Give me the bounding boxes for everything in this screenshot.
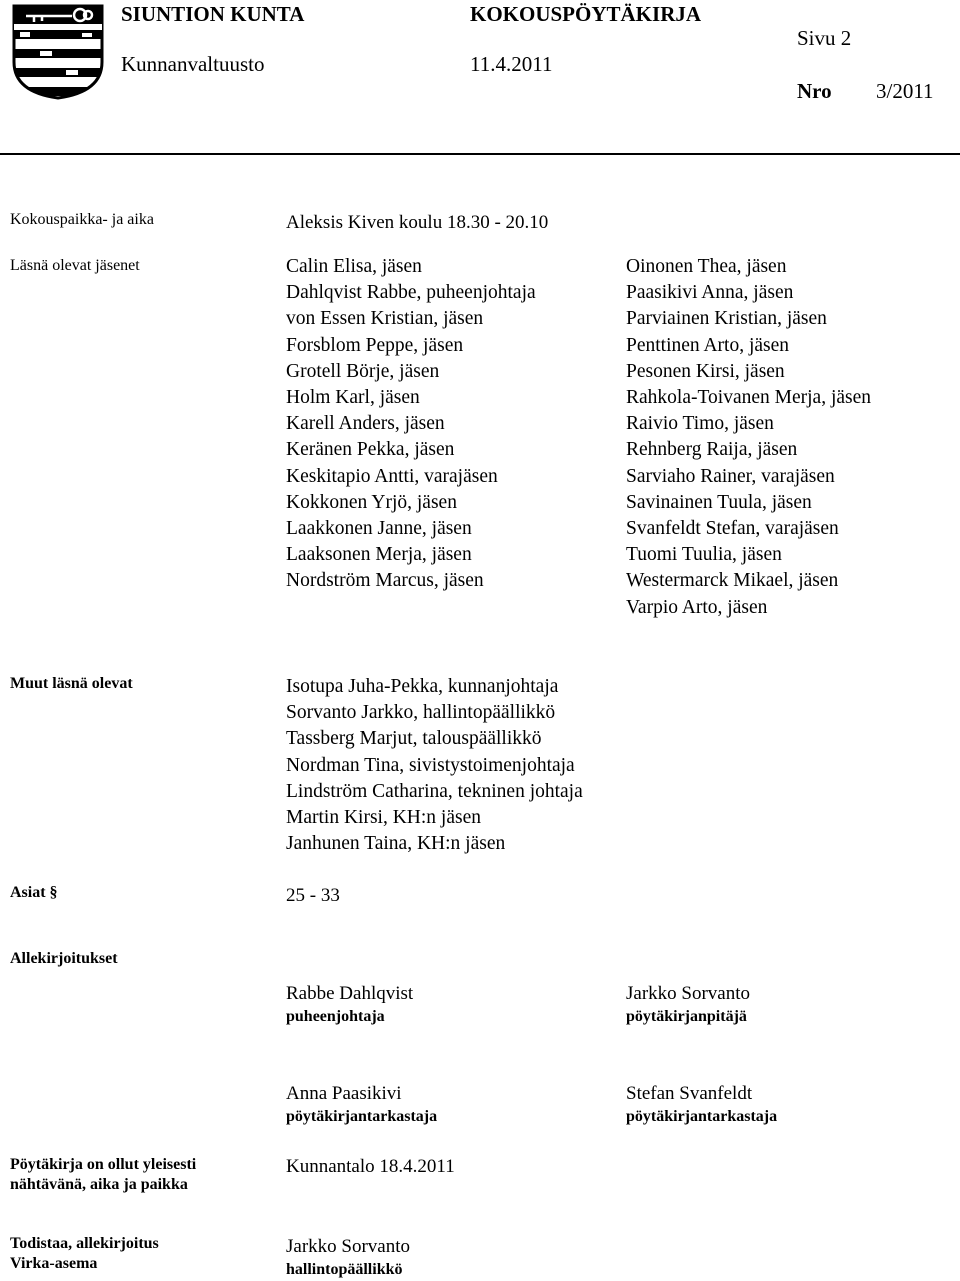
minutes-number-value: 3/2011 [876, 79, 934, 103]
list-item: Penttinen Arto, jäsen [626, 334, 790, 356]
present-members-label: Läsnä olevat jäsenet [10, 257, 140, 274]
list-item: Sorvanto Jarkko, hallintopäällikkö [286, 702, 556, 724]
minutes-number-label: Nro [797, 79, 832, 103]
list-item: Janhunen Taina, KH:n jäsen [286, 833, 506, 855]
list-item: Varpio Arto, jäsen [626, 596, 768, 618]
list-item: Nordström Marcus, jäsen [286, 570, 484, 592]
signature-role: puheenjohtaja [286, 1008, 385, 1025]
list-item: Rahkola-Toivanen Merja, jäsen [626, 387, 872, 409]
others-present-label: Muut läsnä olevat [10, 675, 133, 692]
agenda-items-label: Asiat § [10, 884, 58, 901]
municipality-name: SIUNTION KUNTA [121, 2, 305, 26]
public-display-value: Kunnantalo 18.4.2011 [286, 1156, 455, 1177]
meeting-place-value: Aleksis Kiven koulu 18.30 - 20.10 [286, 212, 549, 233]
list-item: Sarviaho Rainer, varajäsen [626, 465, 835, 487]
list-item: Tuomi Tuulia, jäsen [626, 544, 782, 566]
list-item: Forsblom Peppe, jäsen [286, 334, 464, 356]
signatures-label: Allekirjoitukset [10, 950, 118, 967]
municipality-crest-icon [12, 4, 104, 100]
header-divider [0, 153, 960, 155]
list-item: Westermarck Mikael, jäsen [626, 570, 839, 592]
list-item: Martin Kirsi, KH:n jäsen [286, 807, 481, 829]
list-item: Oinonen Thea, jäsen [626, 256, 787, 277]
list-item: Lindström Catharina, tekninen johtaja [286, 780, 583, 802]
list-item: Grotell Börje, jäsen [286, 360, 440, 382]
list-item: Laaksonen Merja, jäsen [286, 544, 472, 566]
certifier-role: hallintopäällikkö [286, 1261, 403, 1278]
certifier-name: Jarkko Sorvanto [286, 1236, 411, 1257]
list-item: Isotupa Juha-Pekka, kunnanjohtaja [286, 676, 559, 697]
list-item: Svanfeldt Stefan, varajäsen [626, 518, 839, 540]
list-item: Keskitapio Antti, varajäsen [286, 465, 498, 487]
signature-role: pöytäkirjanpitäjä [626, 1008, 747, 1025]
members-right-list [626, 254, 871, 621]
certification-label [10, 1234, 159, 1274]
signature-name: Rabbe Dahlqvist [286, 983, 414, 1004]
label-line: Pöytäkirja on ollut yleisesti [10, 1156, 197, 1173]
list-item: Savinainen Tuula, jäsen [626, 491, 812, 513]
label-line: nähtävänä, aika ja paikka [10, 1176, 188, 1193]
page-number: Sivu 2 [797, 26, 852, 50]
list-item: Holm Karl, jäsen [286, 387, 420, 409]
list-item: Parviainen Kristian, jäsen [626, 308, 827, 330]
meeting-place-label: Kokouspaikka- ja aika [10, 211, 154, 228]
label-line: Todistaa, allekirjoitus [10, 1235, 159, 1252]
list-item: Rehnberg Raija, jäsen [626, 439, 798, 461]
members-left-list [286, 254, 536, 595]
agenda-items-value: 25 - 33 [286, 885, 340, 906]
list-item: Pesonen Kirsi, jäsen [626, 360, 785, 382]
list-item: Dahlqvist Rabbe, puheenjohtaja [286, 282, 536, 304]
list-item: Laakkonen Janne, jäsen [286, 518, 472, 540]
public-display-label [10, 1155, 196, 1195]
list-item: Kokkonen Yrjö, jäsen [286, 491, 457, 513]
others-present-list [286, 674, 583, 857]
signature-role: pöytäkirjantarkastaja [286, 1108, 438, 1125]
document-type: KOKOUSPÖYTÄKIRJA [470, 2, 702, 26]
meeting-date: 11.4.2011 [470, 52, 553, 76]
signature-name: Stefan Svanfeldt [626, 1083, 753, 1104]
signature-name: Anna Paasikivi [286, 1083, 402, 1104]
list-item: Tassberg Marjut, talouspäällikkö [286, 728, 542, 750]
list-item: von Essen Kristian, jäsen [286, 308, 484, 330]
label-line: Virka-asema [10, 1255, 98, 1272]
list-item: Karell Anders, jäsen [286, 413, 445, 435]
signature-role: pöytäkirjantarkastaja [626, 1108, 778, 1125]
list-item: Paasikivi Anna, jäsen [626, 282, 794, 304]
list-item: Nordman Tina, sivistystoimenjohtaja [286, 754, 575, 776]
organ-name: Kunnanvaltuusto [121, 52, 265, 76]
list-item: Keränen Pekka, jäsen [286, 439, 455, 461]
list-item: Raivio Timo, jäsen [626, 413, 774, 435]
list-item: Calin Elisa, jäsen [286, 256, 422, 277]
signature-name: Jarkko Sorvanto [626, 983, 751, 1004]
